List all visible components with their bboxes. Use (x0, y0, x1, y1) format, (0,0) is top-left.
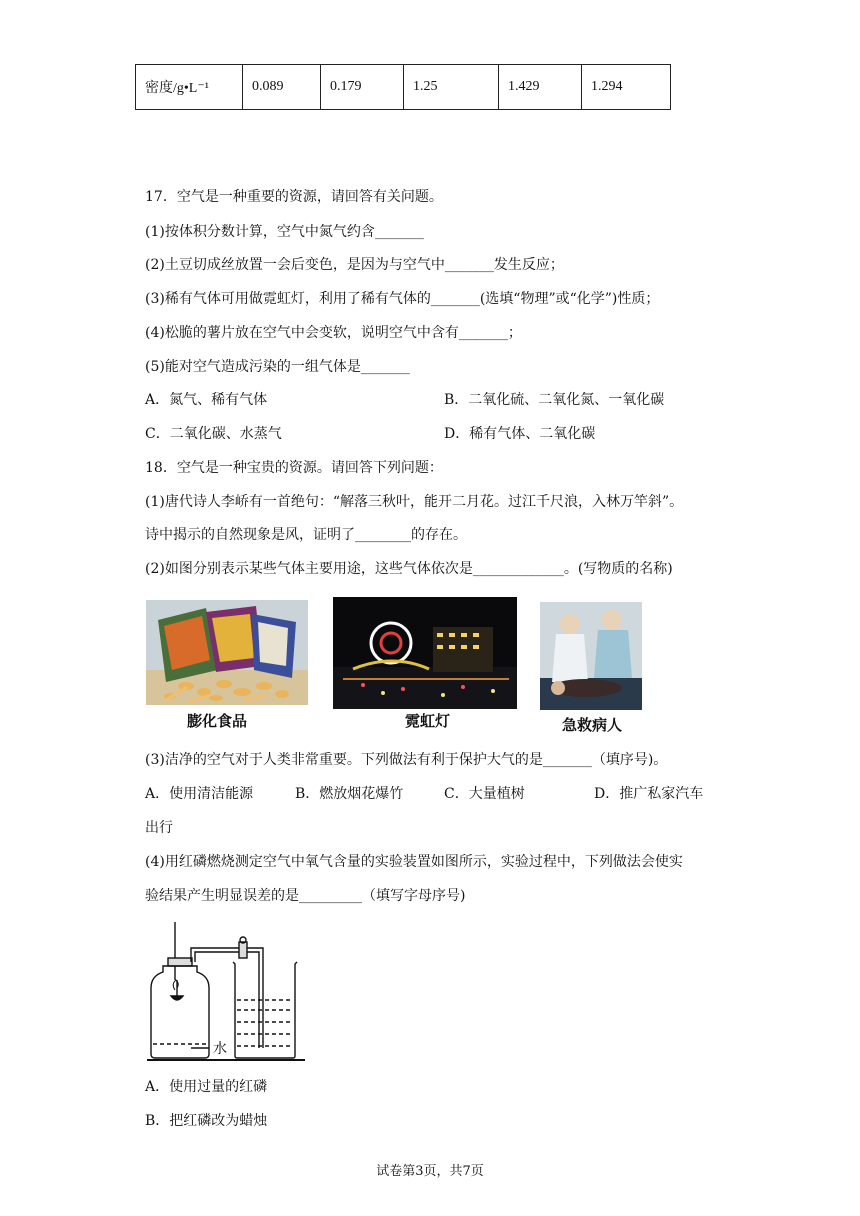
q18-part-1b: 诗中揭示的自然现象是风，证明了________的存在。 (145, 527, 467, 543)
caption-emergency: 急救病人 (562, 716, 623, 734)
q18-part-3-option-d: D．推广私家汽车 (594, 786, 704, 802)
q18-part-3-option-c: C．大量植树 (444, 786, 525, 802)
table-row (136, 65, 671, 110)
q18-part-3-continued: 出行 (145, 820, 173, 836)
caption-neon-light: 霓虹灯 (405, 712, 451, 730)
q18-stem: 18．空气是一种宝贵的资源。请回答下列问题： (145, 460, 443, 476)
q18-part-1a: (1)唐代诗人李峤有一首绝句：“解落三秋叶，能开二月花。过江千尺浪，入林万竿斜”。 (145, 494, 684, 510)
q18-part-3: (3)洁净的空气对于人类非常重要。下列做法有利于保护大气的是_______（填序号)。 (145, 752, 668, 768)
q18-part-4-option-b: B．把红磷改为蜡烛 (145, 1113, 268, 1129)
page-footer: 试卷第3页，共7页 (376, 1164, 484, 1179)
table-cell: 0.089 (243, 65, 321, 110)
q17-option-a: A．氮气、稀有气体 (145, 392, 268, 408)
q18-part-4-option-a: A．使用过量的红磷 (145, 1079, 268, 1095)
q18-part-2: (2)如图分别表示某些气体主要用途，这些气体依次是_____________。(写物质的名称) (145, 561, 673, 577)
q18-part-3-option-a: A．使用清洁能源 (145, 786, 254, 802)
water-label: 水 (211, 1038, 229, 1058)
q18-part-4b: 验结果产生明显误差的是_________（填写字母序号) (145, 888, 466, 904)
q17-part-4: (4)松脆的薯片放在空气中会变软，说明空气中含有_______； (145, 325, 522, 341)
table-cell: 1.25 (404, 65, 499, 110)
q17-option-c: C．二氧化碳、水蒸气 (145, 426, 282, 442)
red-phosphorus-apparatus (145, 918, 310, 1066)
q17-option-d: D．稀有气体、二氧化碳 (444, 426, 596, 442)
caption-puffed-food: 膨化食品 (187, 712, 248, 730)
q17-part-3: (3)稀有气体可用做霓虹灯，利用了稀有气体的_______(选填“物理”或“化学”)性质； (145, 291, 660, 307)
neon-light-photo (333, 597, 517, 709)
puffed-food-photo (146, 600, 308, 705)
density-table (135, 64, 671, 110)
q17-stem: 17．空气是一种重要的资源，请回答有关问题。 (145, 189, 443, 205)
q17-part-1: (1)按体积分数计算，空气中氮气约含_______ (145, 224, 424, 240)
emergency-patient-photo (540, 602, 642, 710)
q17-option-b: B．二氧化硫、二氧化氮、一氧化碳 (444, 392, 665, 408)
table-cell: 1.429 (499, 65, 582, 110)
table-cell: 1.294 (582, 65, 671, 110)
table-cell: 密度/g•L⁻¹ (136, 65, 243, 110)
table-cell: 0.179 (321, 65, 404, 110)
q18-part-4a: (4)用红磷燃烧测定空气中氧气含量的实验装置如图所示，实验过程中，下列做法会使实 (145, 854, 683, 870)
q17-part-5: (5)能对空气造成污染的一组气体是_______ (145, 359, 410, 375)
q17-part-2: (2)土豆切成丝放置一会后变色，是因为与空气中_______发生反应； (145, 257, 564, 273)
q18-part-3-option-b: B．燃放烟花爆竹 (295, 786, 404, 802)
